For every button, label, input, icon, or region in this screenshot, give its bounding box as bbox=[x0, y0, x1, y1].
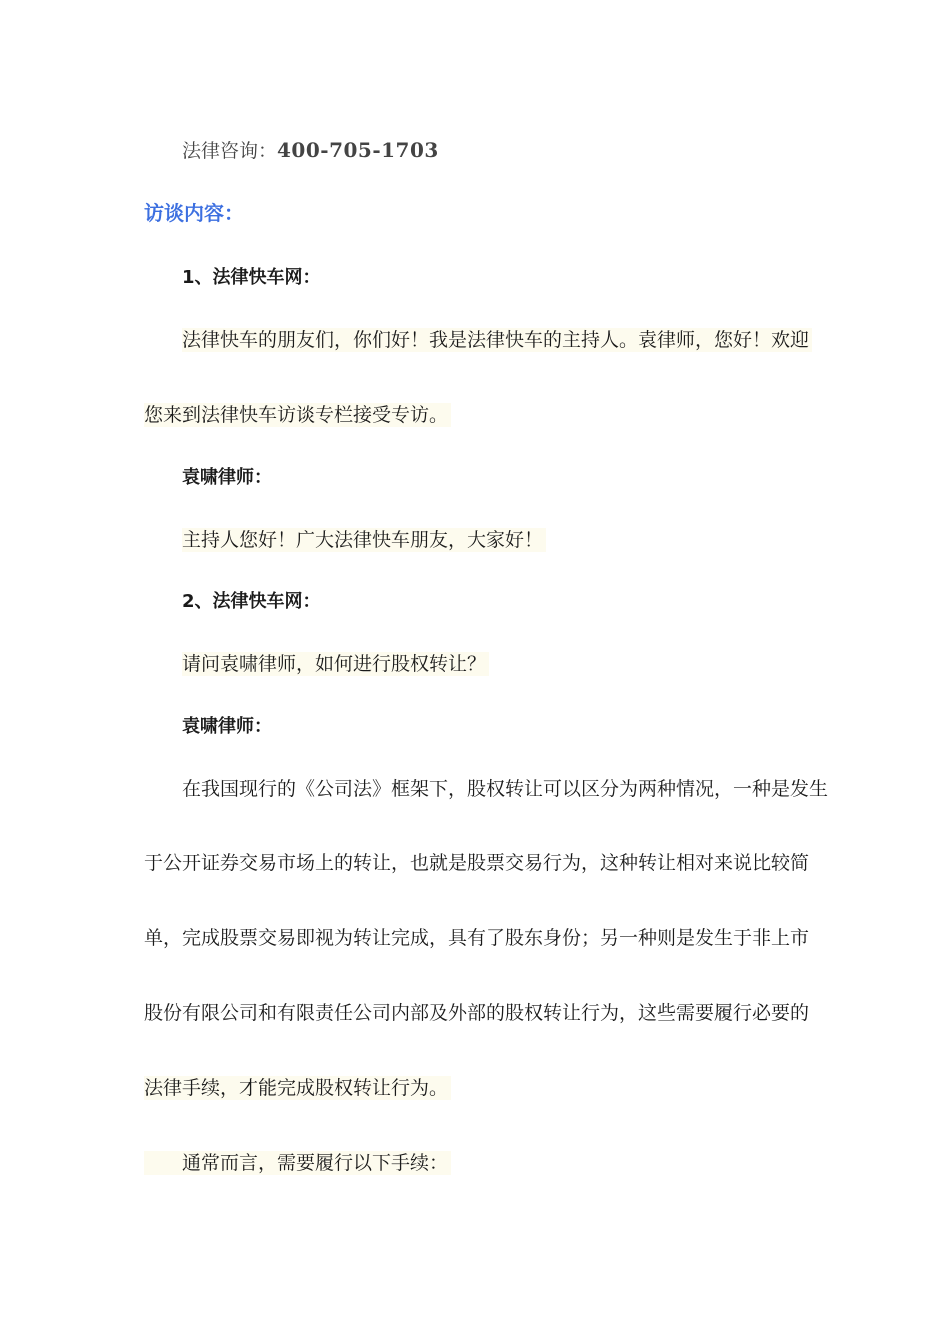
a2-speaker: 袁啸律师： bbox=[182, 716, 272, 737]
a2-line-6: 通常而言，需要履行以下手续： bbox=[182, 1151, 451, 1175]
q2-speaker: 2、法律快车网： bbox=[182, 591, 321, 612]
q1-speaker: 1、法律快车网： bbox=[182, 267, 321, 288]
indent-highlight bbox=[144, 1151, 182, 1175]
a2-line-2: 于公开证券交易市场上的转让，也就是股票交易行为，这种转让相对来说比较简 bbox=[144, 852, 810, 874]
a2-line-4: 股份有限公司和有限责任公司内部及外部的股权转让行为，这些需要履行必要的 bbox=[144, 1002, 810, 1024]
section-title: 访谈内容： bbox=[144, 201, 244, 225]
a2-line-1: 在我国现行的《公司法》框架下，股权转让可以区分为两种情况，一种是发生 bbox=[182, 778, 829, 800]
q1-line-2: 您来到法律快车访谈专栏接受专访。 bbox=[144, 403, 451, 427]
q2-text: 请问袁啸律师，如何进行股权转让？ bbox=[182, 652, 489, 676]
a1-text: 主持人您好！广大法律快车朋友，大家好！ bbox=[182, 528, 546, 552]
a2-line-5: 法律手续，才能完成股权转让行为。 bbox=[144, 1076, 451, 1100]
consult-line bbox=[182, 138, 439, 163]
q1-line-1: 法律快车的朋友们，你们好！我是法律快车的主持人。袁律师，您好！欢迎 bbox=[182, 328, 812, 352]
a1-speaker: 袁啸律师： bbox=[182, 467, 272, 488]
a2-line-3: 单，完成股票交易即视为转让完成，具有了股东身份；另一种则是发生于非上市 bbox=[144, 927, 810, 949]
consult-phone: 400-705-1703 bbox=[277, 138, 439, 162]
consult-label: 法律咨询： bbox=[182, 140, 278, 162]
